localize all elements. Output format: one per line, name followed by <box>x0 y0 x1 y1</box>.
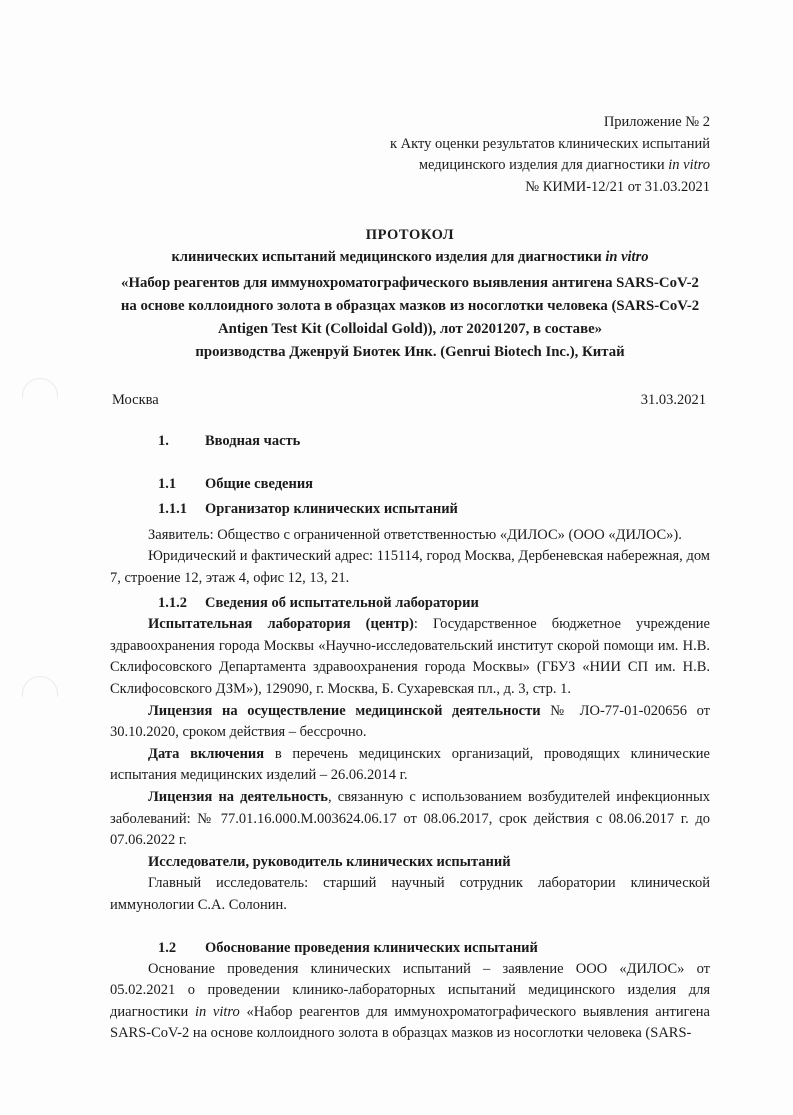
document-title: ПРОТОКОЛ <box>365 227 455 243</box>
inclusion-date-value: в перечень медицинских организаций, проводящих клинические испытания медицинских изделий – 26.06.2014 г. <box>110 745 710 784</box>
product-name-line-3: Antigen Test Kit (Colloidal Gold)), лот 20201207, в составе» <box>217 320 603 337</box>
paragraph-inclusion-date <box>110 744 710 787</box>
paragraph-rationale <box>110 959 710 1045</box>
appendix-act-number: № КИМИ-12/21 от 31.03.2021 <box>525 178 710 195</box>
appendix-reference-header <box>110 112 710 198</box>
medical-license-label: Лицензия на осуществление медицинской деятельности <box>148 702 541 719</box>
section-label-1-1-2: Сведения об испытательной лаборатории <box>205 595 479 612</box>
product-name <box>110 272 710 341</box>
infectious-license-value: , связанную с использованием возбудителей инфекционных заболеваний: № 77.01.16.000.М.003624.06.17 от 08.06.2017, срок действия с 08.06.2017 г. до 07.06.2022 г. <box>110 789 710 849</box>
document-subtitle-invitro: in vitro <box>605 249 649 265</box>
appendix-device-invitro: in vitro <box>668 157 710 173</box>
section-heading-1 <box>158 431 710 452</box>
place-city: Москва <box>112 391 159 408</box>
product-name-line-2: на основе коллоидного золота в образцах мазков из носоглотки человека (SARS-CoV-2 <box>120 297 700 314</box>
product-name-line-1: «Набор реагентов для иммунохроматографического выявления антигена SARS-CoV-2 <box>121 274 699 291</box>
paragraph-infectious-license <box>110 787 710 852</box>
section-label-1-1-1: Организатор клинических испытаний <box>205 500 458 517</box>
place-date-row <box>110 392 710 409</box>
document-date: 31.03.2021 <box>640 391 706 408</box>
section-heading-1-1 <box>158 474 710 495</box>
scan-artifact-arc-bottom <box>22 676 58 712</box>
section-label-1: Вводная часть <box>205 432 301 449</box>
laboratory-label: Испытательная лаборатория (центр) <box>148 616 414 633</box>
section-heading-1-1-2 <box>158 593 710 614</box>
rationale-invitro: in vitro <box>194 1003 240 1020</box>
section-number-1-1-2: 1.1.2 <box>158 595 187 612</box>
medical-license-value: № ЛО-77-01-020656 от 30.10.2020, сроком действия – бессрочно. <box>110 702 710 741</box>
section-heading-1-2 <box>158 938 710 959</box>
appendix-device-reference <box>110 155 710 177</box>
infectious-license-label: Лицензия на деятельность <box>148 789 328 806</box>
document-subtitle-text: клинических испытаний медицинского изделия для диагностики <box>171 249 606 265</box>
appendix-act-reference: к Акту оценки результатов клинических испытаний <box>390 135 710 152</box>
investigators-heading: Исследователи, руководитель клинических испытаний <box>148 853 511 870</box>
appendix-device-text: медицинского изделия для диагностики <box>418 157 669 173</box>
laboratory-value: : Государственное бюджетное учреждение здравоохранения города Москвы «Научно-исследовательский институт скорой помощи им. Н.В. Склифосовского Департамента здравоохранения города Москвы» (ГБУЗ «НИИ СП им. Н.В. Склифосовского ДЗМ»), 129090, г. Москва, Б. Сухаревская пл., д. 3, стр. 1. <box>110 616 710 698</box>
section-number-1-2: 1.2 <box>158 939 177 956</box>
paragraph-laboratory <box>110 614 710 700</box>
page-content <box>110 0 710 1045</box>
title-block <box>110 225 710 364</box>
section-number-1-1-1: 1.1.1 <box>158 500 187 517</box>
section-heading-1-1-1 <box>158 499 710 520</box>
section-number-1: 1. <box>158 432 169 449</box>
section-label-1-1: Общие сведения <box>205 475 314 492</box>
manufacturer-line: производства Дженруй Биотек Инк. (Genrui Biotech Inc.), Китай <box>195 343 625 360</box>
paragraph-principal-investigator: Главный исследователь: старший научный сотрудник лаборатории клинической иммунологии С.А. Солонин. <box>110 875 710 913</box>
paragraph-address: Юридический и фактический адрес: 115114, город Москва, Дербеневская набережная, дом 7, строение 12, этаж 4, офис 12, 13, 21. <box>110 548 710 586</box>
paragraph-medical-license <box>110 701 710 744</box>
rationale-text-1: Основание проведения клинических испытаний – заявление ООО «ДИЛОС» от 05.02.2021 о проведении клинико-лабораторных испытаний медицинского изделия для диагностики <box>110 960 710 1020</box>
rationale-text-2: «Набор реагентов для иммунохроматографического выявления антигена SARS-CoV-2 на основе коллоидного золота в образцах мазков из носоглотки человека (SARS- <box>110 1003 710 1042</box>
paragraph-applicant: Заявитель: Общество с ограниченной ответственностью «ДИЛОС» (ООО «ДИЛОС»). <box>148 526 682 543</box>
document-subtitle <box>110 247 710 269</box>
section-number-1-1: 1.1 <box>158 475 177 492</box>
appendix-number: Приложение № 2 <box>603 114 710 130</box>
section-label-1-2: Обоснование проведения клинических испытаний <box>205 939 538 956</box>
inclusion-date-label: Дата включения <box>148 745 265 762</box>
scan-artifact-arc-top <box>22 378 58 414</box>
